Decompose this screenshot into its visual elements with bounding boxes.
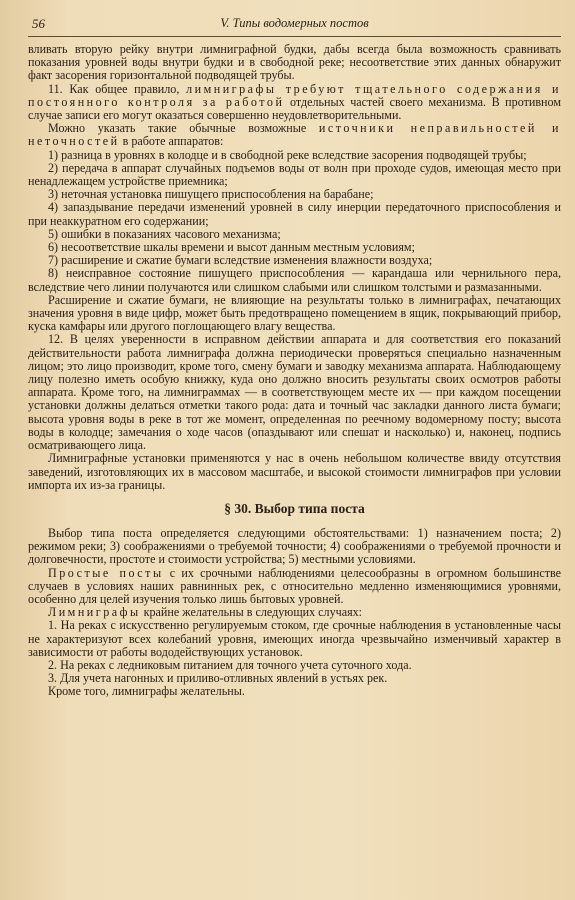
running-title: V. Типы водомерных постов <box>220 16 369 30</box>
text-run: 3) неточная установка пишущего приспособления на барабане; <box>48 187 374 202</box>
list-item <box>28 267 561 293</box>
text-run: Лимниграфные установки применяются у нас в очень небольшом количестве ввиду отсутствия заведений, изготовляющих их в массовом масштабе, и высокой стоимости лимниграфов при условии импорта их из-за границы. <box>28 451 561 492</box>
paragraph <box>28 43 561 83</box>
text-run: 2) передача в аппарат случайных подъемов воды от волн при проходе судов, имеющая место при ненадлежащем устройстве приемника; <box>28 160 561 189</box>
list-item <box>28 162 561 188</box>
spaced-emphasis-text: лимниграфы требуют тщательного содержания и постоянного контроля за работой <box>28 81 561 109</box>
text-run: отдельных частей своего механизма. В противном случае записи его могут оказаться совершенно неудовлетворительными. <box>28 94 561 123</box>
spaced-emphasis-text: Лимниграфы <box>48 605 141 620</box>
text-run: в работе аппаратов: <box>119 134 224 149</box>
text-run: 12. В целях уверенности в исправном действии аппарата и для соответствия его показаний действительности работа лимниграфа должна периодически проверяться специально назначенным лицом; это лицо производит, кроме того, смену бумаги и заводку механизма аппарата. Наблюдающему лицу полезно иметь особую книжку, куда оно должно вносить результаты своих осмотров работы аппарата. Кроме того, на лимниграммах — в соответствующем месте их — при каждом посещении установки должны делаться отметки такого рода: дата и точный час закладки данного листа бумаги; высота уровня воды в реке в тот же момент, определенная по реечному водомерному посту; высота воды в колодце; замечания о ходе часов (опаздывают или спешат и насколько) и, наконец, подпись осматривающего лица. <box>28 332 561 453</box>
text-run: с их срочными наблюдениями целесообразны в огромном большинстве случаев в условиях наших равнинных рек, с относительно медленно изменяющимися уровнями, особенно для целей изучения только лишь бытовых уровней. <box>28 565 561 606</box>
text-run: вливать вторую рейку внутри лимниграфной будки, дабы всегда была возможность сравнивать показания уровней воды внутри будки и в свободной реке; несоответствие этих данных обнаружит факт засорения горизонтальной подводящей трубы. <box>28 42 561 83</box>
text-run: § 30. Выбор типа поста <box>224 500 365 516</box>
paragraph <box>28 567 561 607</box>
text-run: 1. На реках с искусственно регулируемым стоком, где срочные наблюдения в установленные часы не характеризуют всех колебаний уровня, имеющих иногда чрезвычайно изменчивый характер в зависимости от работы вододействующих установок. <box>28 618 561 659</box>
text-run: 1) разница в уровнях в колодце и в свободной реке вследствие засорения подводящей трубы; <box>48 147 527 162</box>
text-run: крайне желательны в следующих случаях: <box>140 605 363 620</box>
text-run: 3. Для учета нагонных и приливо-отливных явлений в устьях рек. <box>48 671 388 686</box>
text-run: 2. На реках с ледниковым питанием для точного учета суточного хода. <box>48 657 412 672</box>
body-text <box>28 43 561 699</box>
running-header <box>28 16 561 37</box>
page-number: 56 <box>32 16 45 31</box>
text-run: 6) несоответствие шкалы времени и высот данным местным условиям; <box>48 240 415 255</box>
text-run: 11. Как общее правило, <box>48 81 187 96</box>
section-heading <box>28 501 561 517</box>
paragraph <box>28 527 561 567</box>
text-run: 4) запаздывание передачи изменений уровней в силу инерции передаточного приспособления и при неаккуратном его содержании; <box>28 200 561 228</box>
paragraph <box>28 122 561 148</box>
text-run: 5) ошибки в показаниях часового механизма; <box>48 226 281 241</box>
text-run: Можно указать такие обычные возможные <box>48 121 319 136</box>
text-run: 8) неисправное состояние пишущего приспособления — карандаша или чернильного пера, вследствие чего линии получаются или слишком слабыми или слишком толстыми и размазанными. <box>28 266 561 294</box>
list-item <box>28 201 561 227</box>
text-run: 7) расширение и сжатие бумаги вследствие изменения влажности воздуха; <box>48 253 433 268</box>
text-run: Выбор типа поста определяется следующими обстоятельствами: 1) назначением поста; 2) режимом реки; 3) соображениями о требуемой точности; 4) соображениями о требуемой прочности и долговечности, простоте и стоимости устройства; 5) местными условиями. <box>28 525 561 567</box>
spaced-emphasis-text: Простые посты <box>48 565 164 580</box>
text-run: Расширение и сжатие бумаги, не влияющие на результаты только в лимниграфах, печатающих значения уровня в виде цифр, может быть предотвращено помещением в ящик, покрывающий прибор, куска камфары или другого поглощающего влагу вещества. <box>28 292 561 334</box>
paragraph <box>28 294 561 334</box>
text-run: Кроме того, лимниграфы желательны. <box>48 684 245 699</box>
list-item <box>28 619 561 659</box>
spaced-emphasis-text: источники неправильностей и неточностей <box>28 121 561 149</box>
paragraph <box>28 333 561 452</box>
paragraph <box>28 83 561 123</box>
paragraph <box>28 685 561 698</box>
paragraph <box>28 452 561 492</box>
